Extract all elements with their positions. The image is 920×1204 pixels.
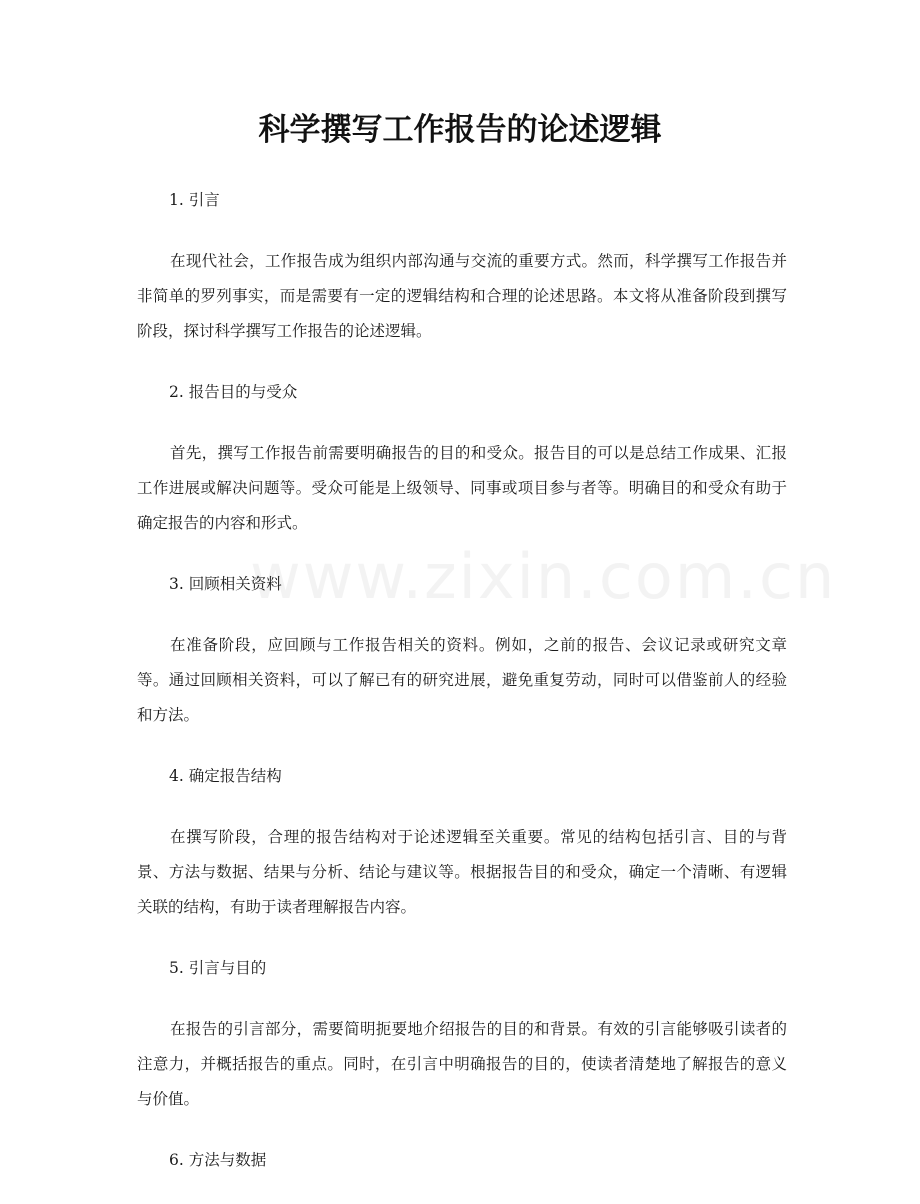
section-methods-data bbox=[137, 1142, 787, 1178]
section-heading: 5. 引言与目的 bbox=[169, 959, 267, 977]
section-review-materials bbox=[137, 566, 787, 733]
section-paragraph: 首先，撰写工作报告前需要明确报告的目的和受众。报告目的可以是总结工作成果、汇报工作进展或解决问题等。受众可能是上级领导、同事或项目参与者等。明确目的和受众有助于确定报告的内容和形式。 bbox=[137, 444, 787, 532]
section-heading: 1. 引言 bbox=[169, 191, 220, 209]
section-introduction bbox=[137, 182, 787, 349]
section-paragraph: 在撰写阶段，合理的报告结构对于论述逻辑至关重要。常见的结构包括引言、目的与背景、方法与数据、结果与分析、结论与建议等。根据报告目的和受众，确定一个清晰、有逻辑关联的结构，有助于读者理解报告内容。 bbox=[137, 828, 787, 916]
document-title: 科学撰写工作报告的论述逻辑 bbox=[258, 112, 662, 148]
section-paragraph: 在准备阶段，应回顾与工作报告相关的资料。例如，之前的报告、会议记录或研究文章等。通过回顾相关资料，可以了解已有的研究进展，避免重复劳动，同时可以借鉴前人的经验和方法。 bbox=[137, 636, 787, 724]
section-heading: 6. 方法与数据 bbox=[169, 1151, 267, 1169]
section-paragraph: 在现代社会，工作报告成为组织内部沟通与交流的重要方式。然而，科学撰写工作报告并非简单的罗列事实，而是需要有一定的逻辑结构和合理的论述思路。本文将从准备阶段到撰写阶段，探讨科学撰写工作报告的论述逻辑。 bbox=[137, 252, 787, 340]
watermark: www.zixin.com.cn bbox=[250, 540, 837, 613]
section-heading: 2. 报告目的与受众 bbox=[169, 383, 298, 401]
section-intro-purpose bbox=[137, 950, 787, 1117]
document-body bbox=[137, 182, 837, 1204]
section-paragraph: 在报告的引言部分，需要简明扼要地介绍报告的目的和背景。有效的引言能够吸引读者的注意力，并概括报告的重点。同时，在引言中明确报告的目的，使读者清楚地了解报告的意义与价值。 bbox=[137, 1020, 787, 1108]
section-heading: 3. 回顾相关资料 bbox=[169, 575, 282, 593]
section-report-structure bbox=[137, 758, 787, 925]
section-purpose-audience bbox=[137, 374, 787, 541]
section-heading: 4. 确定报告结构 bbox=[169, 767, 282, 785]
